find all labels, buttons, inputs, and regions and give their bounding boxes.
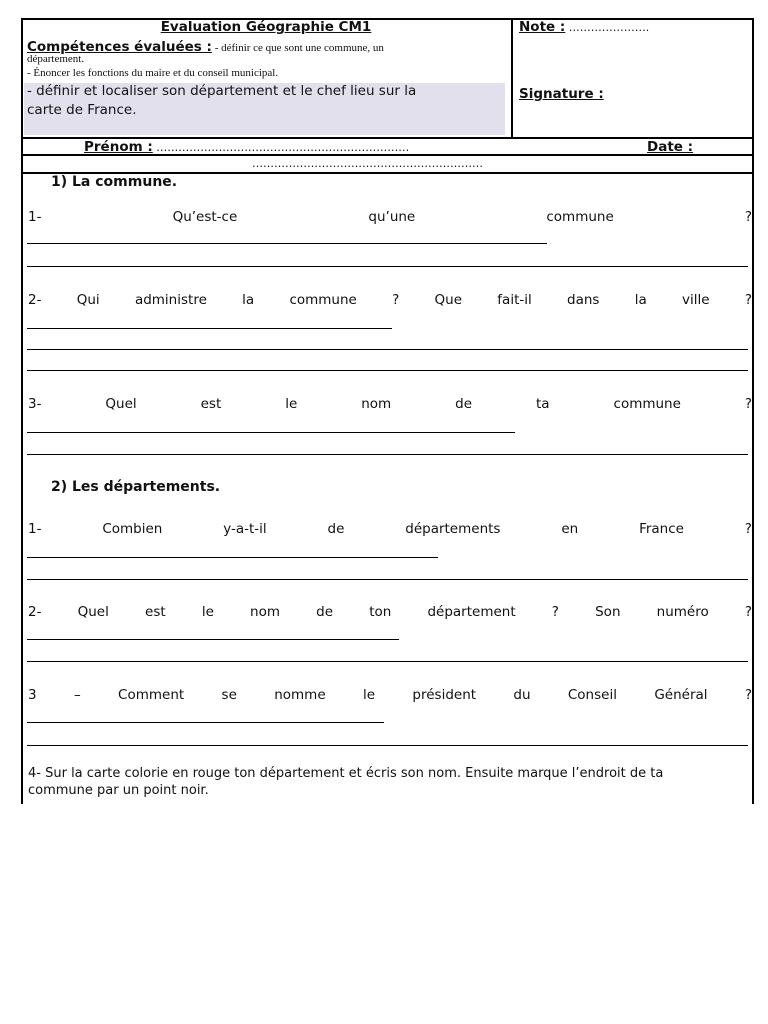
page-title: Evaluation Géographie CM1 <box>160 19 372 35</box>
q-word: commune ? <box>613 396 753 412</box>
answer-line <box>27 243 547 244</box>
q-word: dans <box>567 292 600 308</box>
q-word: ta <box>535 396 550 412</box>
section-title-departements: 2) Les départements. <box>51 479 221 495</box>
answer-line <box>27 557 438 558</box>
question-2-2 <box>28 604 752 620</box>
competences-text-5: carte de France. <box>27 102 137 118</box>
q-word: 1- <box>28 209 42 225</box>
q-word: – <box>73 687 81 703</box>
note-field <box>519 19 649 35</box>
answer-line <box>27 328 392 329</box>
q-word: Que <box>434 292 463 308</box>
frame-right-border <box>752 18 754 804</box>
section-title-commune: 1) La commune. <box>51 174 178 190</box>
q-word: commune ? <box>546 209 753 225</box>
answer-line <box>27 639 399 640</box>
q-word: est <box>200 396 222 412</box>
q-word: nom <box>250 604 281 620</box>
q-word: Quel <box>105 396 137 412</box>
answer-line <box>27 370 748 371</box>
question-1-1 <box>28 209 752 225</box>
q-word: France ? <box>639 521 752 537</box>
competences-label: Compétences évaluées : <box>27 39 212 55</box>
q-word: le <box>201 604 214 620</box>
q-word: 1- <box>28 521 42 537</box>
q-word: de <box>327 521 345 537</box>
answer-line <box>27 454 748 455</box>
q-word: le <box>363 687 376 703</box>
header-divider <box>511 18 513 138</box>
frame-left-border <box>21 18 23 804</box>
question-2-3 <box>28 687 752 703</box>
competences-text-4: - définir et localiser son département et le chef lieu sur la <box>27 83 417 99</box>
answer-line <box>27 432 515 433</box>
q-word: se <box>221 687 237 703</box>
q-word: 3- <box>28 396 42 412</box>
q-word: ton <box>369 604 392 620</box>
question-2-4-line-1: 4- Sur la carte colorie en rouge ton département et écris son nom. Ensuite marque l’endroit de ta <box>28 766 664 781</box>
q-word: ville ? <box>682 292 752 308</box>
q-word: 2- <box>28 292 42 308</box>
q-word: de <box>455 396 473 412</box>
q-word: y-a-t-il <box>223 521 267 537</box>
answer-line <box>27 349 748 350</box>
q-word: en <box>561 521 579 537</box>
prenom-field <box>84 139 409 155</box>
answer-line <box>27 266 748 267</box>
prenom-dots: …………………………………………………………… <box>152 141 410 154</box>
q-word: département ? <box>427 604 559 620</box>
q-word: Son <box>595 604 621 620</box>
q-word: Combien <box>102 521 163 537</box>
q-word: qu’une <box>368 209 416 225</box>
prenom-label: Prénom : <box>84 139 153 155</box>
q-word: la <box>634 292 647 308</box>
q-word: Comment <box>118 687 185 703</box>
worksheet <box>21 18 754 804</box>
q-word: Quel <box>77 604 109 620</box>
q-word: la <box>242 292 255 308</box>
note-label: Note : <box>519 19 566 35</box>
q-word: administre <box>134 292 207 308</box>
answer-line <box>27 745 748 746</box>
q-word: fait-il <box>497 292 532 308</box>
q-word: 3 <box>28 687 37 703</box>
answer-line <box>27 579 748 580</box>
q-word: le <box>285 396 298 412</box>
signature-label: Signature : <box>519 86 604 102</box>
q-word: nomme <box>274 687 326 703</box>
q-word: Conseil <box>567 687 617 703</box>
question-1-2 <box>28 292 752 308</box>
note-dots: …………………. <box>565 21 650 34</box>
q-word: 2- <box>28 604 42 620</box>
competences-text-2: département. <box>27 53 85 65</box>
q-word: président <box>412 687 477 703</box>
q-word: Général ? <box>654 687 753 703</box>
q-word: est <box>145 604 166 620</box>
date-dots: ……………………………………………………… <box>252 157 483 170</box>
q-word: de <box>316 604 334 620</box>
answer-line <box>27 661 748 662</box>
question-2-1 <box>28 521 752 537</box>
question-2-4-line-2: commune par un point noir. <box>28 783 209 798</box>
q-word: Qui <box>76 292 100 308</box>
q-word: nom <box>361 396 392 412</box>
competences-text-1: - définir ce que sont une commune, un <box>211 42 384 54</box>
q-word: départements <box>405 521 501 537</box>
q-word: Qu’est-ce <box>172 209 238 225</box>
competences-text-3: - Énoncer les fonctions du maire et du conseil municipal. <box>27 67 279 79</box>
answer-line <box>27 722 384 723</box>
q-word: numéro ? <box>656 604 753 620</box>
q-word: du <box>513 687 531 703</box>
question-1-3 <box>28 396 752 412</box>
q-word: commune ? <box>289 292 400 308</box>
date-label: Date : <box>647 139 694 155</box>
